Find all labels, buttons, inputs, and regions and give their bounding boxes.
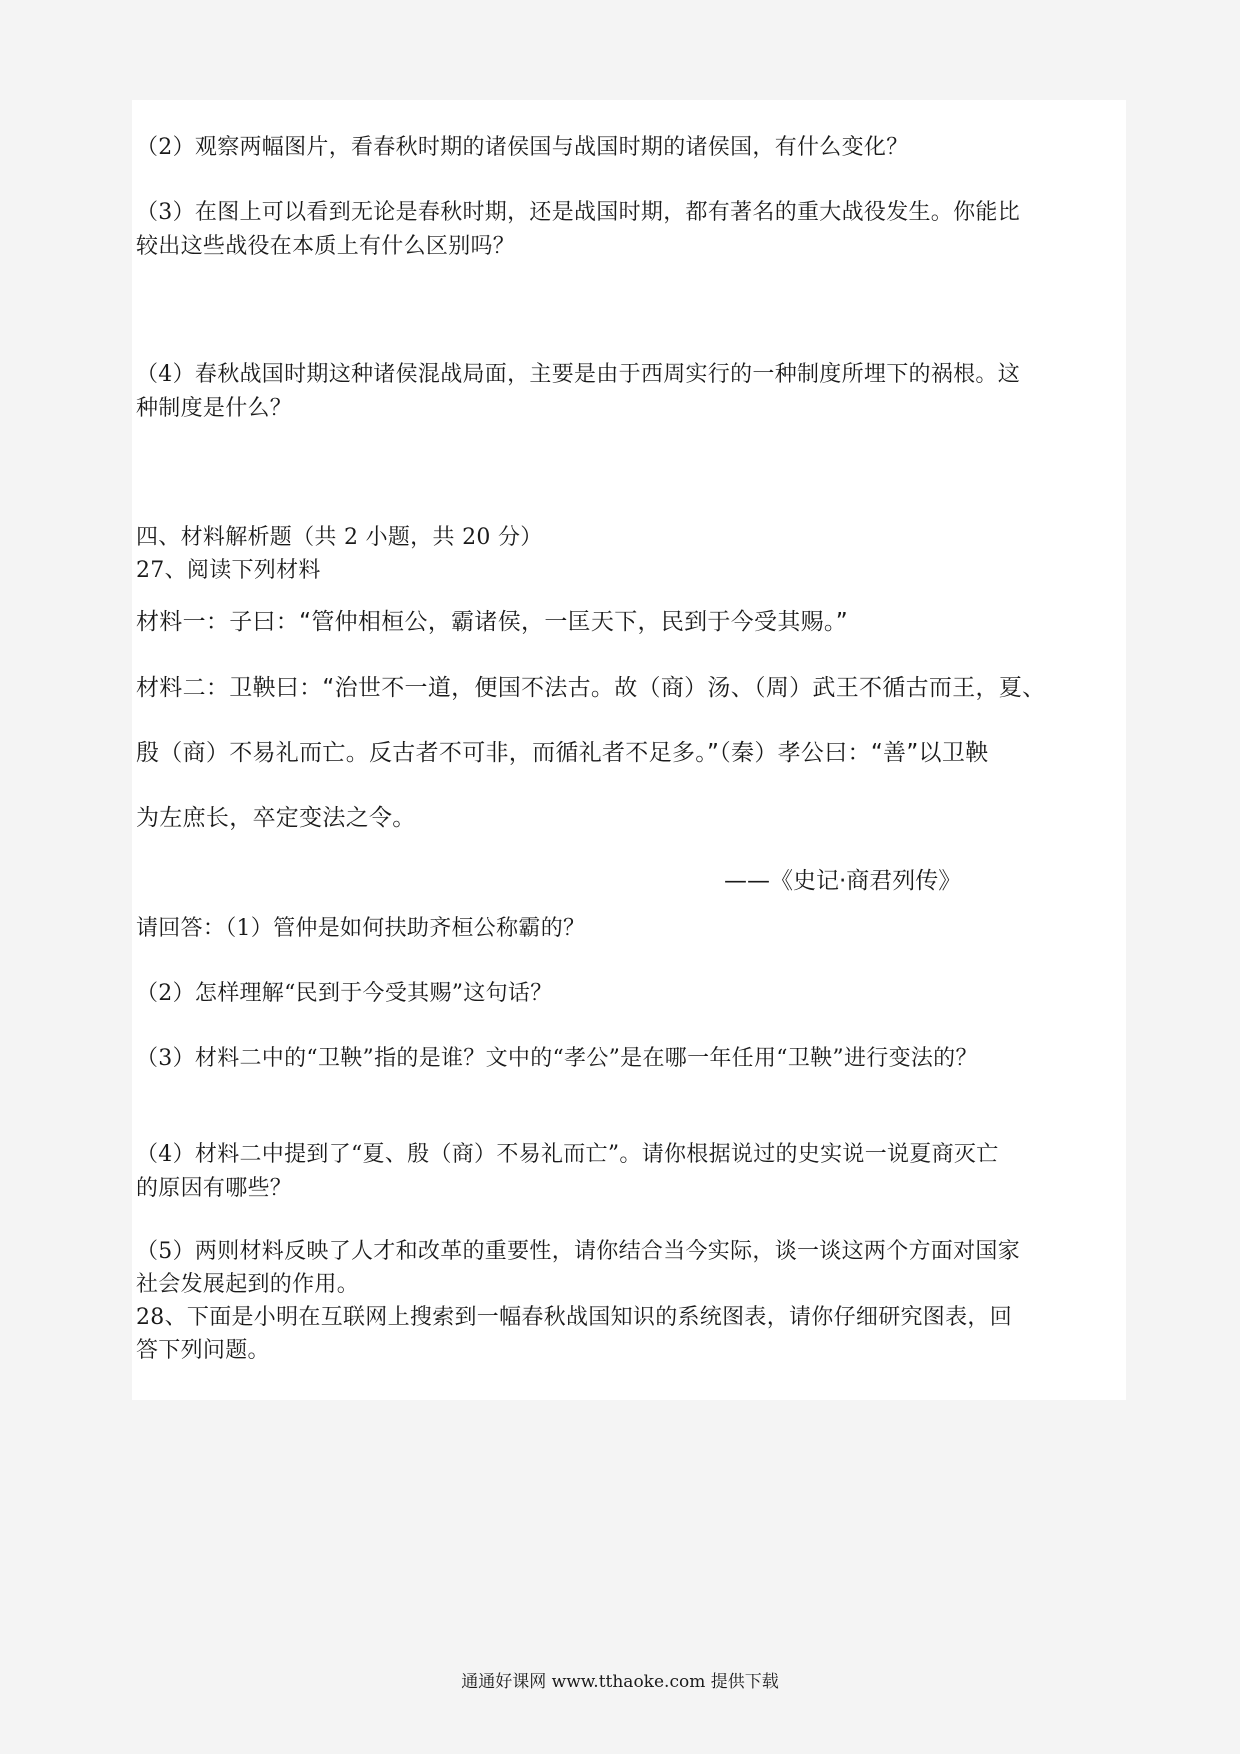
material-2-line-3: 为左庶长，卒定变法之令。 (136, 805, 416, 831)
material-2-line-2: 殷（商）不易礼而亡。反古者不可非，而循礼者不足多。”（秦）孝公曰：“善”以卫鞅 (136, 740, 989, 766)
question-27-ask-5-line-1: （5）两则材料反映了人才和改革的重要性，请你结合当今实际，谈一谈这两个方面对国家 (136, 1239, 1020, 1264)
section-heading: 四、材料解析题（共 2 小题，共 20 分） (136, 525, 543, 550)
question-27-ask-4-line-2: 的原因有哪些？ (136, 1176, 293, 1201)
question-4-line-1: （4）春秋战国时期这种诸侯混战局面，主要是由于西周实行的一种制度所埋下的祸根。这 (136, 362, 1020, 387)
question-27-ask-4-line-1: （4）材料二中提到了“夏、殷（商）不易礼而亡”。请你根据说过的史实说一说夏商灭亡 (136, 1142, 999, 1167)
footer-credit: 通通好课网 www.tthaoke.com 提供下载 (461, 1672, 779, 1692)
question-27-ask-3: （3）材料二中的“卫鞅”指的是谁？文中的“孝公”是在哪一年任用“卫鞅”进行变法的？ (136, 1046, 978, 1071)
question-3-line-2: 较出这些战役在本质上有什么区别吗？ (136, 234, 516, 259)
question-3-line-1: （3）在图上可以看到无论是春秋时期，还是战国时期，都有著名的重大战役发生。你能比 (136, 200, 1020, 225)
question-27-ask-2: （2）怎样理解“民到于今受其赐”这句话？ (136, 981, 553, 1006)
material-source: ——《史记·商君列传》 (724, 868, 962, 894)
question-27-ask-1: 请回答：（1）管仲是如何扶助齐桓公称霸的？ (136, 916, 586, 941)
question-28-line-2: 答下列问题。 (136, 1338, 270, 1363)
material-2-line-1: 材料二：卫鞅曰：“治世不一道，便国不法古。故（商）汤、（周）武王不循古而王，夏、 (136, 675, 1046, 701)
question-27-title: 27、阅读下列材料 (136, 558, 321, 583)
question-28-line-1: 28、下面是小明在互联网上搜索到一幅春秋战国知识的系统图表，请你仔细研究图表，回 (136, 1305, 1012, 1330)
question-27-ask-5-line-2: 社会发展起到的作用。 (136, 1272, 360, 1297)
question-2: （2）观察两幅图片，看春秋时期的诸侯国与战国时期的诸侯国，有什么变化？ (136, 135, 909, 160)
question-4-line-2: 种制度是什么？ (136, 396, 293, 421)
material-1: 材料一：子曰：“管仲相桓公，霸诸侯，一匡天下，民到于今受其赐。” (136, 609, 848, 635)
